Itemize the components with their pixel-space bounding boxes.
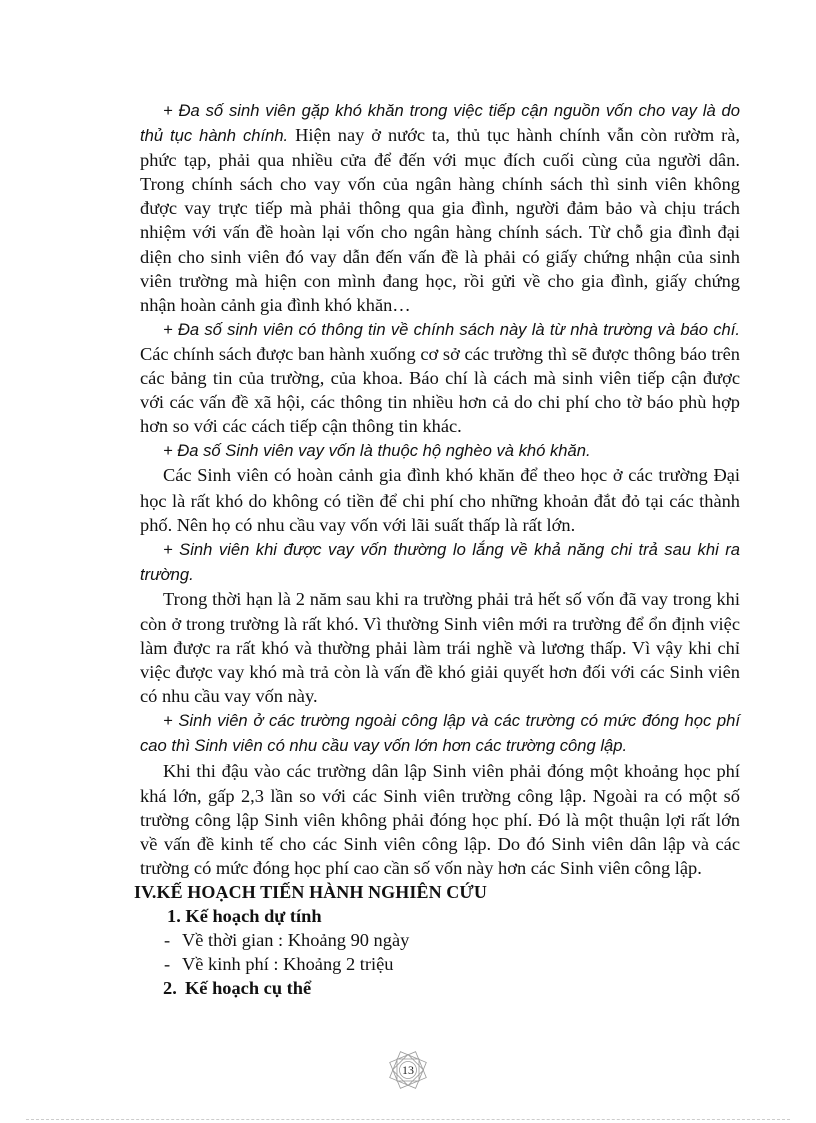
paragraph-2-lead: + Đa số sinh viên có thông tin về chính sách này là từ nhà trường và báo chí. — [163, 319, 740, 339]
paragraph-3 — [140, 438, 740, 463]
plan-estimate-item-text: Về kinh phí : Khoảng 2 triệu — [182, 954, 394, 975]
plan-estimate-item-time — [164, 928, 740, 952]
paragraph-7-lead: + Sinh viên ở các trường ngoài công lập và các trường có mức đóng học phí cao thì Sinh viên có nhu cầu vay vốn lớn hơn các trường công lập. — [140, 711, 740, 756]
paragraph-8-body: Khi thi đậu vào các trường dân lập Sinh viên phải đóng một khoảng học phí khá lớn, gấp 2,3 lần so với các Sinh viên trường công lập. Ngoài ra có một số trường công lập Sinh viên không phải đóng học phí. Đó là một thuận lợi rất lớn về vấn đề kinh tế cho các Sinh viên công lập. Do đó Sinh viên dân lập và các trường có mức đóng học phí cao cần số vốn này hơn các Sinh viên công lập. — [140, 760, 740, 878]
plan-estimate-title: 1. Kế hoạch dự tính — [167, 906, 322, 927]
footer-divider — [26, 1119, 790, 1120]
paragraph-5 — [140, 537, 740, 587]
list-marker: - — [164, 954, 171, 975]
list-marker: - — [164, 930, 171, 951]
paragraph-6 — [140, 587, 740, 708]
paragraph-3-lead: + Đa số Sinh viên vay vốn là thuộc hộ nghèo và khó khăn. — [163, 441, 591, 461]
page-number: 13 — [402, 1063, 414, 1077]
paragraph-7 — [140, 708, 740, 758]
paragraph-2-body: Các chính sách được ban hành xuống cơ sở các trường thì sẽ được thông báo trên các bảng tin của trường, của khoa. Báo chí là cách mà sinh viên tiếp cận được với các vấn đề xã hội, các thông tin nhiều hơn cả do chi phí cho tờ báo phù hợp hơn so với các cách tiếp cận thông tin khác. — [140, 343, 740, 437]
paragraph-1 — [140, 98, 740, 317]
page-content — [134, 98, 740, 1000]
plan-detail-number: 2. — [163, 978, 177, 999]
paragraph-6-body: Trong thời hạn là 2 năm sau khi ra trường phải trả hết số vốn đã vay trong khi còn ở trong trường là rất khó. Vì thường Sinh viên mới ra trường để ổn định việc làm được ra rất khó và thường phải làm trái nghề và lương thấp. Vì vậy khi chỉ việc được vay khó mà trả còn là vấn đề khó giải quyết hơn đối với các Sinh viên có nhu cầu vay vốn này. — [140, 588, 740, 707]
plan-detail-text: Kế hoạch cụ thể — [185, 978, 312, 999]
paragraph-4-body: Các Sinh viên có hoàn cảnh gia đình khó khăn để theo học ở các trường Đại học là rất khó do không có tiền để chi phí cho những khoản đắt đỏ tại các thành phố. Nên họ có nhu cầu vay vốn với lãi suất thấp là rất lớn. — [140, 465, 740, 535]
section-heading: IV.KẾ HOẠCH TIẾN HÀNH NGHIÊN CỨU — [134, 882, 487, 902]
paragraph-8 — [140, 759, 740, 880]
paragraph-5-lead: + Sinh viên khi được vay vốn thường lo lắng về khả năng chi trả sau khi ra trường. — [140, 539, 740, 584]
plan-estimate-item-budget — [164, 952, 740, 976]
plan-estimate-item-text: Về thời gian : Khoảng 90 ngày — [182, 930, 410, 951]
paragraph-4 — [140, 463, 740, 536]
paragraph-1-lead: + Đa số sinh viên gặp khó khăn trong việc tiếp cận nguồn vốn cho vay là do thủ tục hành chính. — [140, 101, 740, 146]
paragraph-2 — [140, 317, 740, 438]
plan-detail-title — [163, 976, 740, 1000]
paragraph-1-body: Hiện nay ở nước ta, thủ tục hành chính vẫn còn rườm rà, phức tạp, phải qua nhiều cửa để đến với mục đích cuối cùng của người dân. Trong chính sách cho vay vốn của ngân hàng chính sách thì sinh viên không được vay trực tiếp mà phải thông qua gia đình, người đảm bảo và chịu trách nhiệm với vấn đề hoàn lại vốn cho ngân hàng chính sách. Từ chỗ gia đình đại diện cho sinh viên đó vay dẫn đến vấn đề là phải có giấy chứng nhận của sinh viên trường mà hiện con mình đang học, rồi gửi về cho gia đình, giấy chứng nhận hoàn cảnh gia đình khó khăn… — [140, 125, 740, 315]
